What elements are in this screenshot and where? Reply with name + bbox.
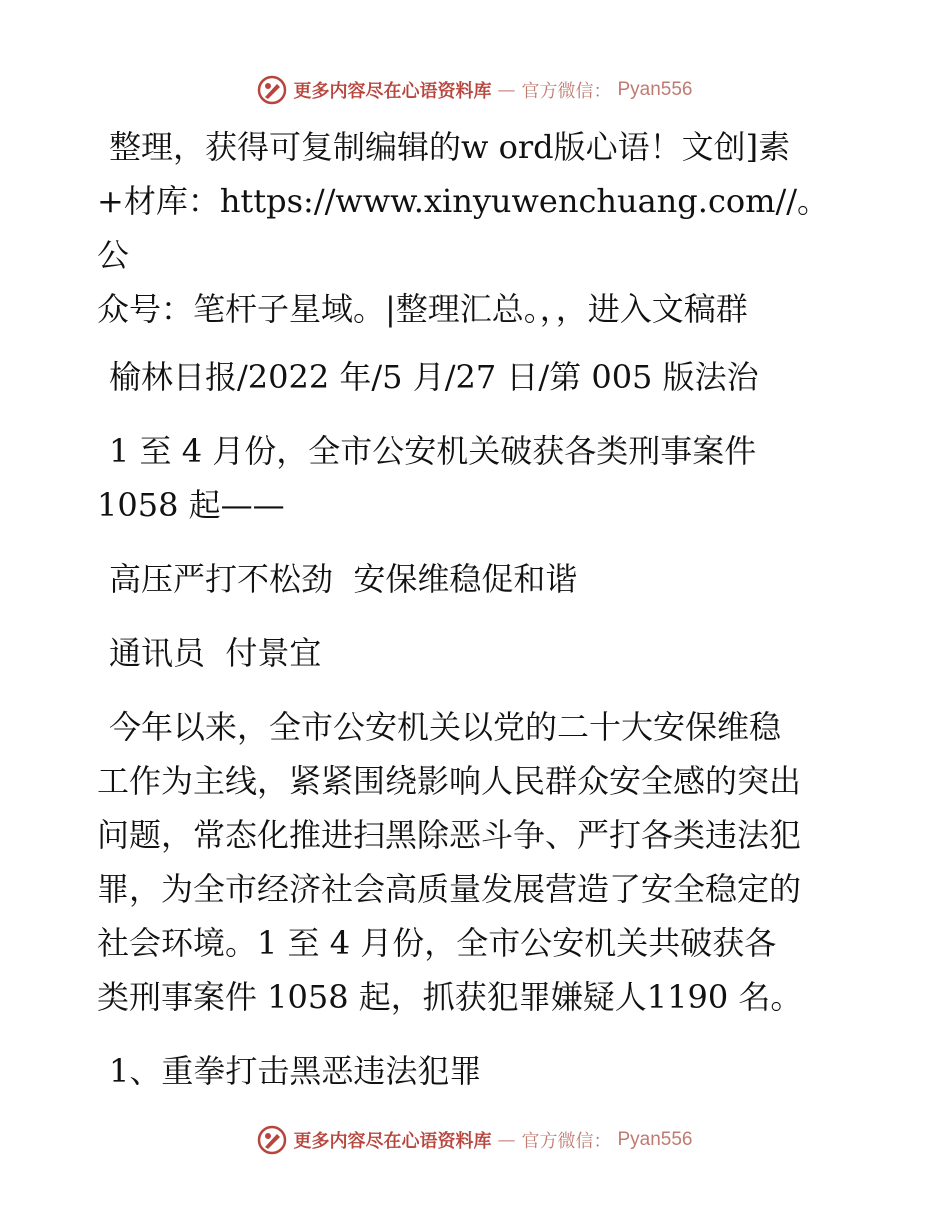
banner-wechat-label: 官方微信： [521, 1131, 612, 1152]
banner-title: 更多内容尽在心语资料库 [293, 1131, 492, 1152]
header-banner [0, 70, 950, 110]
paragraph-line: 罪，为全市经济社会高质量发展营造了安全稳定的 [97, 870, 802, 908]
paragraph-line: 类刑事案件 1058 起，抓获犯罪嫌疑人1190 名。 [97, 978, 803, 1016]
brand-logo-icon [257, 75, 287, 105]
footer-banner [0, 1120, 950, 1160]
subhead-block [97, 424, 857, 532]
document-body [97, 120, 857, 1098]
intro-line: +材库：https://www.xinyuwenchuang.com//。公 [97, 182, 830, 274]
intro-block [97, 120, 857, 336]
intro-line: 整理，获得可复制编辑的w ord版心语！文创]素 [109, 128, 791, 166]
paragraph-line: 问题，常态化推进扫黑除恶斗争、严打各类违法犯 [97, 816, 802, 854]
headline: 高压严打不松劲 安保维稳促和谐 [109, 560, 578, 598]
banner-title: 更多内容尽在心语资料库 [293, 81, 492, 102]
banner-wechat-id: Pyan556 [617, 79, 693, 100]
section-heading: 1、重拳打击黑恶违法犯罪 [109, 1052, 482, 1090]
intro-line: 众号：笔杆子星域。|整理汇总。，，进入文稿群 [97, 290, 748, 328]
byline: 通讯员 付景宜 [109, 634, 322, 672]
paragraph-line: 工作为主线，紧紧围绕影响人民群众安全感的突出 [97, 762, 802, 800]
banner-wechat-id: Pyan556 [617, 1129, 693, 1150]
banner-wechat-label: 官方微信： [521, 81, 612, 102]
subhead-line: 1 至 4 月份，全市公安机关破获各类刑事案件 [109, 432, 757, 470]
brand-logo-icon [257, 1125, 287, 1155]
paragraph-line: 社会环境。1 至 4 月份，全市公安机关共破获各 [97, 924, 777, 962]
banner-separator: — [497, 79, 516, 101]
article-paragraph [97, 700, 857, 1024]
banner-separator: — [497, 1129, 516, 1151]
source-line: 榆林日报/2022 年/5 月/27 日/第 005 版法治 [109, 358, 759, 396]
subhead-line: 1058 起—— [97, 486, 285, 524]
paragraph-line: 今年以来，全市公安机关以党的二十大安保维稳 [109, 708, 782, 746]
